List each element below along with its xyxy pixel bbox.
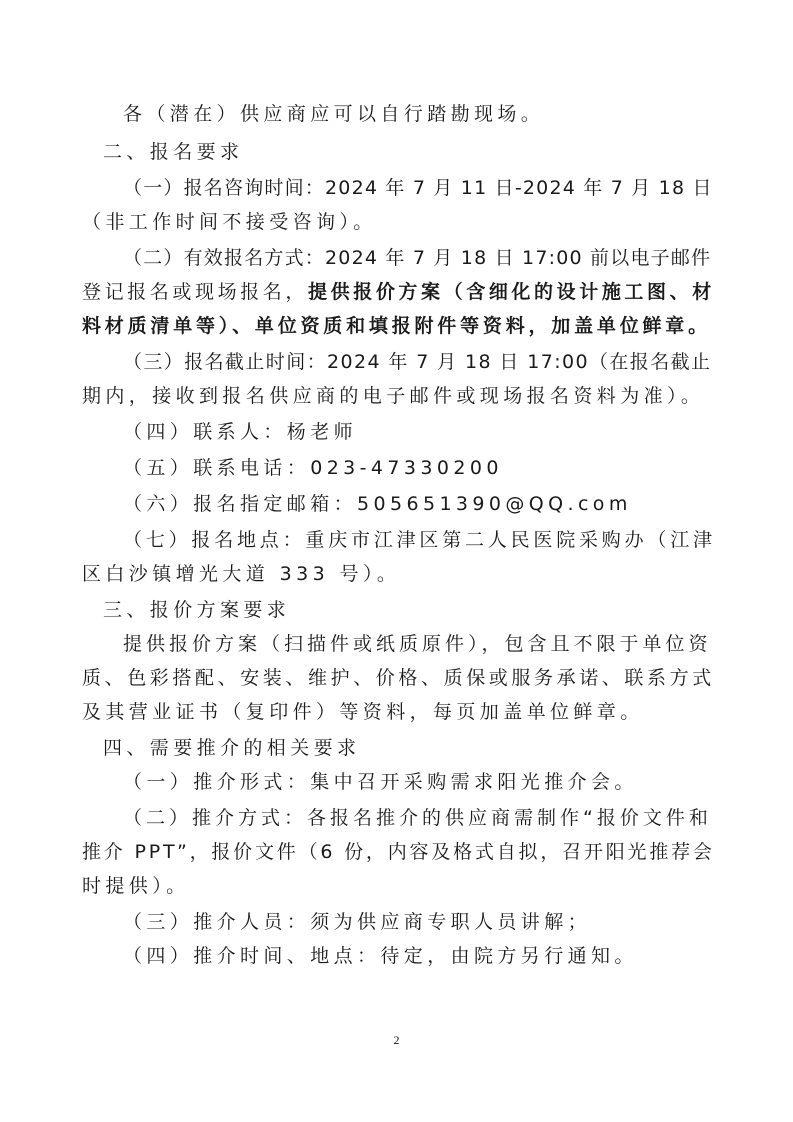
text-line-presenters: （三）推介人员：须为供应商专职人员讲解； [123,911,592,933]
text-line-registration-method: （二）有效报名方式：2024 年 7 月 18 日 17:00 前以电子邮件 [123,247,712,269]
text-line-materials-required: 料材质清单等）、单位资质和填报附件等资料，加盖单位鲜章。 [82,315,711,337]
section-heading-registration: 二、报名要求 [103,141,244,163]
text-line-quotation-2: 质、色彩搭配、安装、维护、价格、质保或服务承诺、联系方式 [82,667,715,689]
section-heading-presentation: 四、需要推介的相关要求 [103,737,361,759]
text-line-registration-method-cont [82,278,715,306]
text-line-registration-address: 区白沙镇增光大道 333 号）。 [82,563,401,585]
text-line-inquiry-note: （非工作时间不接受咨询）。 [82,211,377,233]
text-line-contact-person: （四）联系人：杨老师 [123,421,358,443]
section-heading-quotation: 三、报价方案要求 [103,599,291,621]
text-line-presentation-time-place: （四）推介时间、地点：待定，由院方另行通知。 [123,945,638,967]
text-line-contact-email: （六）报名指定邮箱：505651390@QQ.com [123,493,632,515]
page-number: 2 [393,1033,400,1047]
text-line-registration-location: （七）报名地点：重庆市江津区第二人民医院采购办（江津 [123,529,716,551]
text-line-inquiry-time: （一）报名咨询时间：2024 年 7 月 11 日-2024 年 7 月 18 日 [123,177,713,199]
text-line-contact-phone: （五）联系电话：023-47330200 [123,457,503,479]
text-line-presentation-method-end: 时提供）。 [82,875,190,897]
text-line-quotation-3: 及其营业证书（复印件）等资料，每页加盖单位鲜章。 [82,701,644,723]
text-line-site-survey: 各（潜在）供应商应可以自行踏勘现场。 [123,103,545,125]
text-span-normal: 登记报名或现场报名， [82,281,309,303]
text-line-deadline: （三）报名截止时间：2024 年 7 月 18 日 17:00（在报名截止 [123,351,712,373]
text-line-presentation-form: （一）推介形式：集中召开采购需求阳光推介会。 [123,771,638,793]
text-line-deadline-note: 期内，接收到报名供应商的电子邮件或现场报名资料为准）。 [82,385,705,407]
text-span-bold: 提供报价方案（含细化的设计施工图、材 [308,281,715,303]
text-line-presentation-method-cont: 推介 PPT”，报价文件（6 份，内容及格式自拟，召开阳光推荐会 [82,841,715,863]
text-line-presentation-method: （二）推介方式：各报名推介的供应商需制作“报价文件和 [123,807,712,829]
text-line-quotation-1: 提供报价方案（扫描件或纸质原件），包含且不限于单位资 [123,633,712,655]
